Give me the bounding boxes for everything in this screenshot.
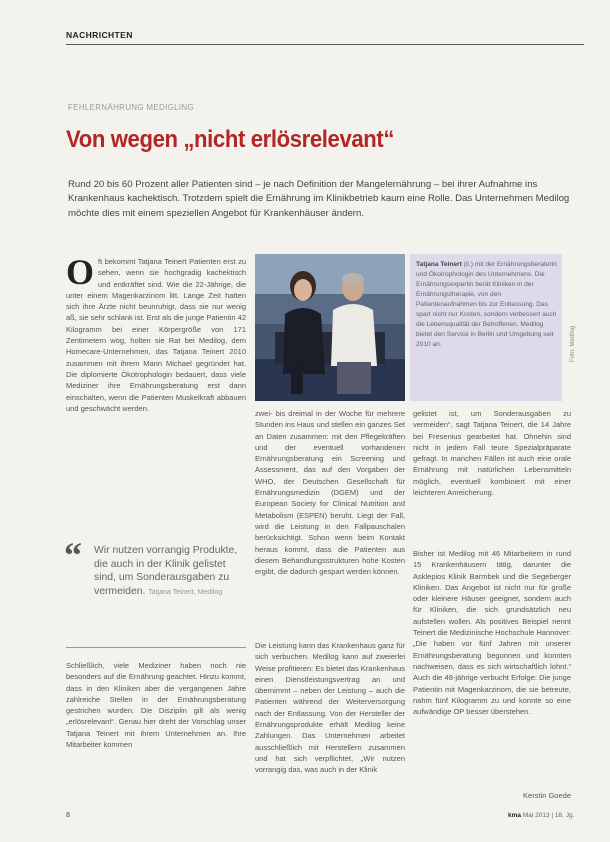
caption-text: (li.) mit der Ernährungsberaterin und Ökotrophologin des Unternehmens. Die Ernährungsexpertin berät Kliniken in der Ernährungstherapie, von den Patientenaufnahmen bis zur Entlassung. Das spart nicht nur Kosten, sondern verbessert auch die Lebensqualität der Betroffenen. Medilog bietet den Service in Berlin und Umgebung seit 2010 an. (416, 261, 557, 348)
column-3-paragraph-2: Bisher ist Medilog mit 46 Mitarbeitern in rund 15 Krankenhäusern tätig, darunter die Asklepios Klinik Barmbek und die Segeberger Kliniken. Das Angebot ist nicht nur für große oder kleinere Häuser geeignet, sondern auch für Kliniken, die sich grundsätzlich neu aufstellen wollen. Als positives Beispiel nennt Teinert die Medizinische Hochschule Hannover: „Die haben vor fünf Jahren mit unserer Ernährungsberatung begonnen und konnten nachweisen, dass es sich wirtschaftlich lohnt.“ Auch die 48-jährige verbucht Erfolge: Die junge Patientin mit Magenkarzinom, die sie betreute, nahm fünf Kilogramm zu und konnte so eine aufwändige OP besser überstehen. (413, 549, 571, 717)
column-1-text: ft bekommt Tatjana Teinert Patienten erst zu sehen, wenn sie hochgradig kachektisch und entkräftet sind. Wie die 22-Jährige, die unter einem Magenkarzinom litt. Lange Zeit hatten sich ihre Ärzte nicht beunruhigt, dass sie nur wenig aß, sie sehr schlank ist. Erst als die junge Patientin 42 Kilogramm bei einer Körpergröße von 171 Zentimetern wog, holten sie Rat bei Medilog, dem Homecare-Unternehmen, das Tatjana Teinert 2010 zusammen mit ihrem Mann Michael gegründet hat. Die diplomierte Ökotrophologin bedauert, dass viele Mediziner ihre Ernährungsberatung erst dann einschalten, wenn die Patienten Muskelkraft abbauen und geschwächt werden. (66, 257, 246, 413)
section-label: NACHRICHTEN (66, 30, 133, 40)
article-author: Kerstin Goede (523, 791, 571, 800)
column-2-paragraph-2: Die Leistung kann das Krankenhaus ganz für sich verbuchen. Medilog kann auf zweierlei Weise profitieren: Es bietet das Krankenhaus einen Dienstleistungsvertrag an und übernimmt – neben der Leistung – auch die Patienten während der Weiterversorgung nach der Entlassung. Von der Hersteller der Ernährungsprodukte erhält Medilog keine Zahlungen. Das Unternehmen arbeitet ausschließlich mit Herstellern zusammen und hat sich verpflichtet, „Wir nutzen vorrangig das, was auch in der Klinik (255, 641, 405, 775)
quote-mark-icon: “ (64, 535, 82, 575)
footer-issue: Mai 2013 | 18. Jg. (522, 812, 575, 819)
photo-caption-box (410, 254, 562, 401)
photo-caption (416, 260, 558, 350)
photo-credit: Foto: Medilog (570, 325, 576, 362)
pull-quote-text: Wir nutzen vorrangig Produkte, die auch in der Klinik gelistet sind, um Sonderausgaben zu vermeiden. (94, 545, 238, 598)
photo-illustration (255, 254, 405, 401)
section-divider (66, 44, 584, 45)
drop-cap: O (66, 252, 95, 292)
article-lead: Rund 20 bis 60 Prozent aller Patienten sind – je nach Definition der Mangelernährung – bei ihrer Aufnahme ins Krankenhaus kachektisch. Trotzdem spielt die Ernährung im Klinikbetrieb kaum eine Rolle. Das Unternehmen Medilog möchte dies mit einem speziellen Angebot für Krankenhäuser ändern. (68, 179, 570, 219)
footer-brand: kma (508, 812, 522, 819)
column-1-paragraph-2: Schließlich, viele Mediziner haben noch nie besonders auf die Ernährung geachtet. Hinzu kommt, dass in den Kliniken aber die vergangenen Jahre zahlreiche Stellen in der Ernährungsberatung gestrichen wurden. Die Disziplin gilt als wenig „erlösrelevant“. Genau hier dreht der Vorschlag unser Tatjana Teinert mit ihrem Unternehmen an. Ihre Mitarbeiter kommen (66, 661, 246, 750)
article-kicker: FEHLERNÄHRUNG MEDIGLING (68, 103, 195, 112)
article-headline: Von wegen „nicht erlösrelevant“ (66, 126, 395, 153)
page-footer (508, 812, 574, 819)
quote-divider (66, 647, 246, 648)
column-3-paragraph-1: gelistet ist, um Sonderausgaben zu vermeiden“, sagt Tatjana Teinert, die 14 Jahre bei Fresenius gearbeitet hat. Ohnehin sind nicht in jedem Fall teure Spezialpräparate gefragt. In manchen Fällen ist auch eine orale Ernährung mit natürlichen Lebensmitteln möglich, eventuell kombiniert mit einer leichteren Anreicherung. (413, 409, 571, 498)
pull-quote-author: Tatjana Teinert, Medilog (148, 589, 223, 597)
column-1-paragraph-1 (66, 252, 246, 414)
column-2-paragraph-1: zwei- bis dreimal in der Woche für mehrere Stunden ins Haus und stellen ein ganzes Set an Daten zusammen: mit den Pflegekräften und der eventuell vorhandenen Ernährungsberatung ein Screening und Assessment, das auf den Vorgaben der WHO, der Deutschen Gesellschaft für Ernährungsmedizin (DGEM) und der European Society for Clinical Nutrition and Metabolism (ESPEN) beruht. Liegt der Fall, wird die Leistung in den Fallpauschalen berücksichtigt. Schon wenn beim Kontakt heraus kommt, dass die Patienten aus diesem Behandlungsstrukturen hohe Kosten ergibt, die dadurch gespart werden können. (255, 409, 405, 577)
caption-name: Tatjana Teinert (416, 261, 462, 268)
page-number: 8 (66, 812, 70, 819)
pull-quote (94, 544, 246, 600)
article-photo (255, 254, 405, 401)
